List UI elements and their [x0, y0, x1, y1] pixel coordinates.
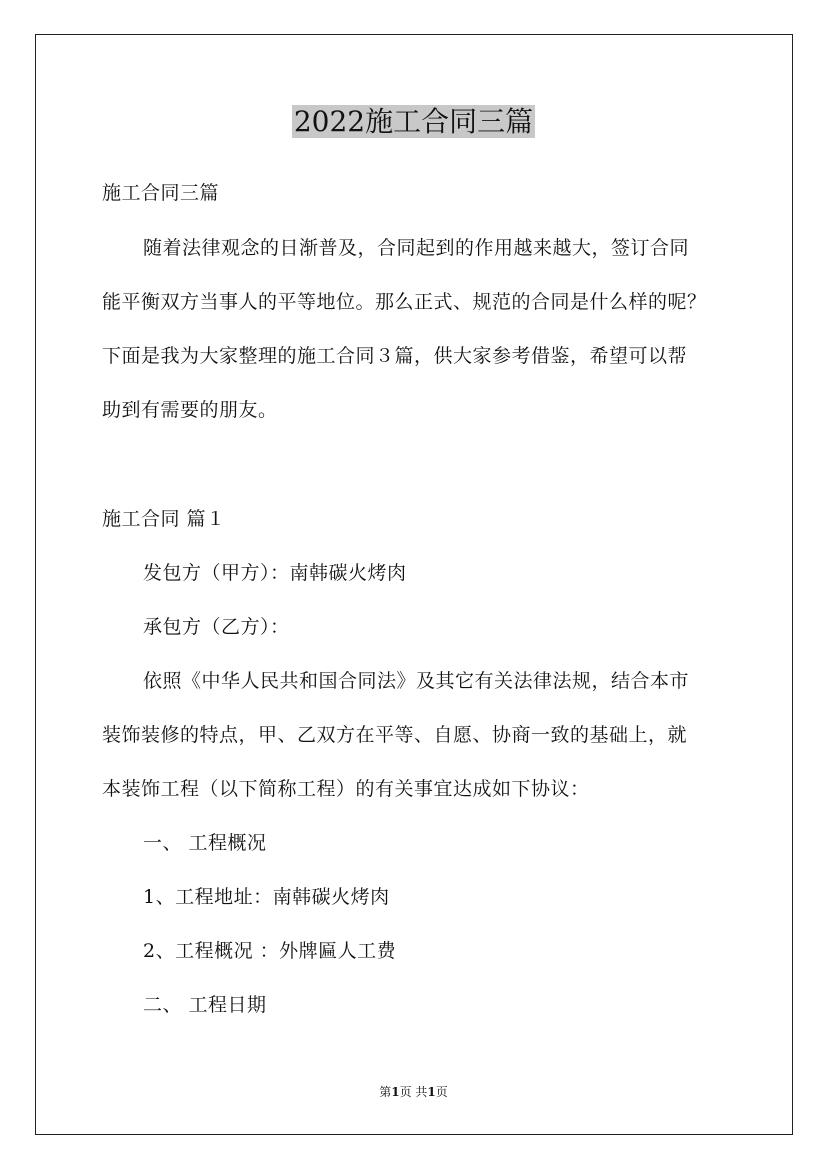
- clause-1-heading: 一、 工程概况: [143, 832, 267, 854]
- subtitle: 施工合同三篇: [102, 182, 220, 204]
- basis-line-2: 装饰装修的特点，甲、乙双方在平等、自愿、协商一致的基础上，就: [102, 724, 688, 746]
- clause-2-heading: 二、 工程日期: [143, 994, 267, 1016]
- footer-prefix: 第: [379, 1085, 392, 1099]
- footer-page-total: 1: [427, 1085, 436, 1099]
- party-b: 承包方（乙方）：: [143, 616, 290, 638]
- section-heading: 施工合同 篇１: [102, 508, 226, 530]
- footer-suffix: 页: [435, 1085, 448, 1099]
- clause-1-1: 1、工程地址：南韩碳火烤肉: [143, 886, 390, 908]
- intro-line-1: 随着法律观念的日渐普及，合同起到的作用越来越大，签订合同: [143, 237, 690, 259]
- page-footer: [0, 1084, 827, 1100]
- intro-line-2: 能平衡双方当事人的平等地位。那么正式、规范的合同是什么样的呢？: [102, 291, 707, 313]
- clause-1-2: 2、工程概况 ：外牌匾人工费: [143, 940, 397, 962]
- basis-line-1: 依照《中华人民共和国合同法》及其它有关法律法规，结合本市: [143, 670, 690, 692]
- party-a: 发包方（甲方）：南韩碳火烤肉: [143, 562, 407, 584]
- footer-mid: 页 共: [399, 1085, 428, 1099]
- document-title: [0, 101, 827, 143]
- footer-page-number: 1: [391, 1085, 400, 1099]
- intro-line-3: 下面是我为大家整理的施工合同３篇，供大家参考借鉴，希望可以帮: [102, 345, 688, 367]
- basis-line-3: 本装饰工程（以下简称工程）的有关事宜达成如下协议：: [102, 778, 590, 800]
- document-title-text: 2022施工合同三篇: [293, 105, 534, 138]
- intro-line-4: 助到有需要的朋友。: [102, 399, 278, 421]
